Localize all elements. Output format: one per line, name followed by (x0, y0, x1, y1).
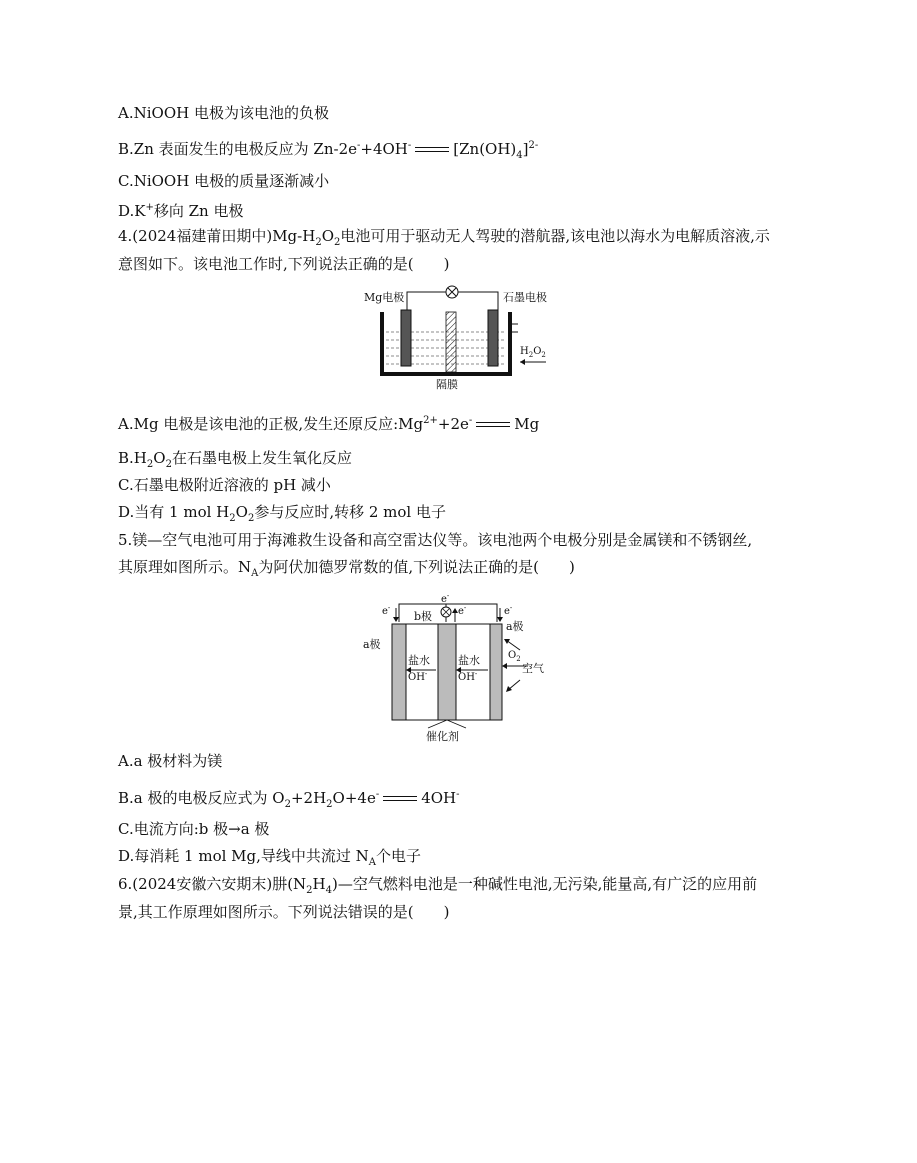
salt-water-label-1: 盐水 (408, 654, 430, 667)
membrane (446, 312, 456, 372)
air-label: 空气 (522, 662, 544, 675)
oxygen-label: $O_2$ (508, 650, 521, 663)
equals-sign (476, 420, 510, 430)
electron-label-left: e- (382, 604, 391, 617)
hydroxide-label-1: OH- (408, 670, 428, 683)
q4-option-a: A.Mg 电极是该电池的正极,发生还原反应$:Mg^{2+}+2e^-$ Mg (118, 415, 540, 433)
q6-stem-line1: 6.(2024安徽六安期末)肼$(N_2H_4)—$空气燃料电池是一种碱性电池,无污染,能量高,有广泛的应用前 (118, 875, 758, 896)
q5-option-c: C.电流方向:b 极→a 极 (118, 820, 270, 838)
q4-option-d: D.当有 1 mol $H_2O_2$参与反应时,转移 2 mol 电子 (118, 503, 446, 524)
graphite-electrode (488, 310, 498, 366)
b-pole-label: b极 (414, 610, 433, 623)
q5-option-b: B.a 极的电极反应式为 $O_2+2H_2O+4e^-$ 4OH- (118, 789, 460, 810)
q4-option-c: C.石墨电极附近溶液的 pH 减小 (118, 476, 331, 494)
electron-label-middle: e- (458, 604, 467, 617)
a-pole-label-right: a极 (506, 620, 524, 633)
graphite-electrode-label: 石墨电极 (503, 291, 547, 304)
arrow-down-icon (497, 617, 503, 622)
equals-sign (383, 794, 417, 804)
q5-stem-line1: 5.镁—空气电池可用于海滩救生设备和高空雷达仪等。该电池两个电极分别是金属镁和不锈钢丝, (118, 531, 753, 549)
equals-sign (415, 145, 449, 155)
arrow-left-icon (520, 359, 525, 365)
arrow-left-icon (502, 663, 507, 669)
b-electrode (438, 624, 456, 720)
q6-stem-line2: 景,其工作原理如图所示。下列说法错误的是( ) (118, 903, 450, 921)
a-electrode-right (490, 624, 502, 720)
q5-option-a: A.a 极材料为镁 (118, 752, 223, 770)
q5-option-d: D.每消耗 1 mol Mg,导线中共流过 $N_A$个电子 (118, 847, 422, 868)
a-electrode-left (392, 624, 406, 720)
mg-electrode-label: Mg电极 (364, 291, 405, 304)
q5-stem-line2: 其原理如图所示。$N_A$为阿伏加德罗常数的值,下列说法正确的是( ) (118, 558, 575, 579)
q4-option-b: $B.H_2O_2$在石墨电极上发生氧化反应 (118, 449, 352, 470)
q3-option-b: B.Zn 表面发生的电极反应为 Zn-2e-+4OH- $[Zn(OH)_4]^{2-}$ (118, 140, 539, 161)
q4-stem-line2: 意图如下。该电池工作时,下列说法正确的是( ) (118, 255, 450, 273)
h2o2-label: $H_2O_2$ (520, 346, 546, 359)
arrow-down-icon (393, 617, 399, 622)
q3-option-c: C.NiOOH 电极的质量逐渐减小 (118, 172, 330, 190)
membrane-label: 隔膜 (436, 378, 458, 391)
electron-label-top: e- (441, 592, 450, 605)
hydroxide-label-2: OH- (458, 670, 478, 683)
mg-electrode (401, 310, 411, 366)
mg-air-cell-diagram (358, 592, 558, 744)
a-pole-label-left: a极 (363, 638, 381, 651)
q4-stem-line1: 4.(2024福建莆田期中)$Mg-H_2O_2$电池可用于驱动无人驾驶的潜航器,该电池以海水为电解质溶液,示 (118, 227, 770, 248)
salt-water-label-2: 盐水 (458, 654, 480, 667)
catalyst-label: 催化剂 (426, 730, 459, 743)
mg-h2o2-cell-diagram (360, 282, 560, 392)
q3-option-a: A.NiOOH 电极为该电池的负极 (118, 104, 329, 122)
q3-option-d: D.K+移向 Zn 电极 (118, 202, 244, 220)
electron-label-right: e- (504, 604, 513, 617)
